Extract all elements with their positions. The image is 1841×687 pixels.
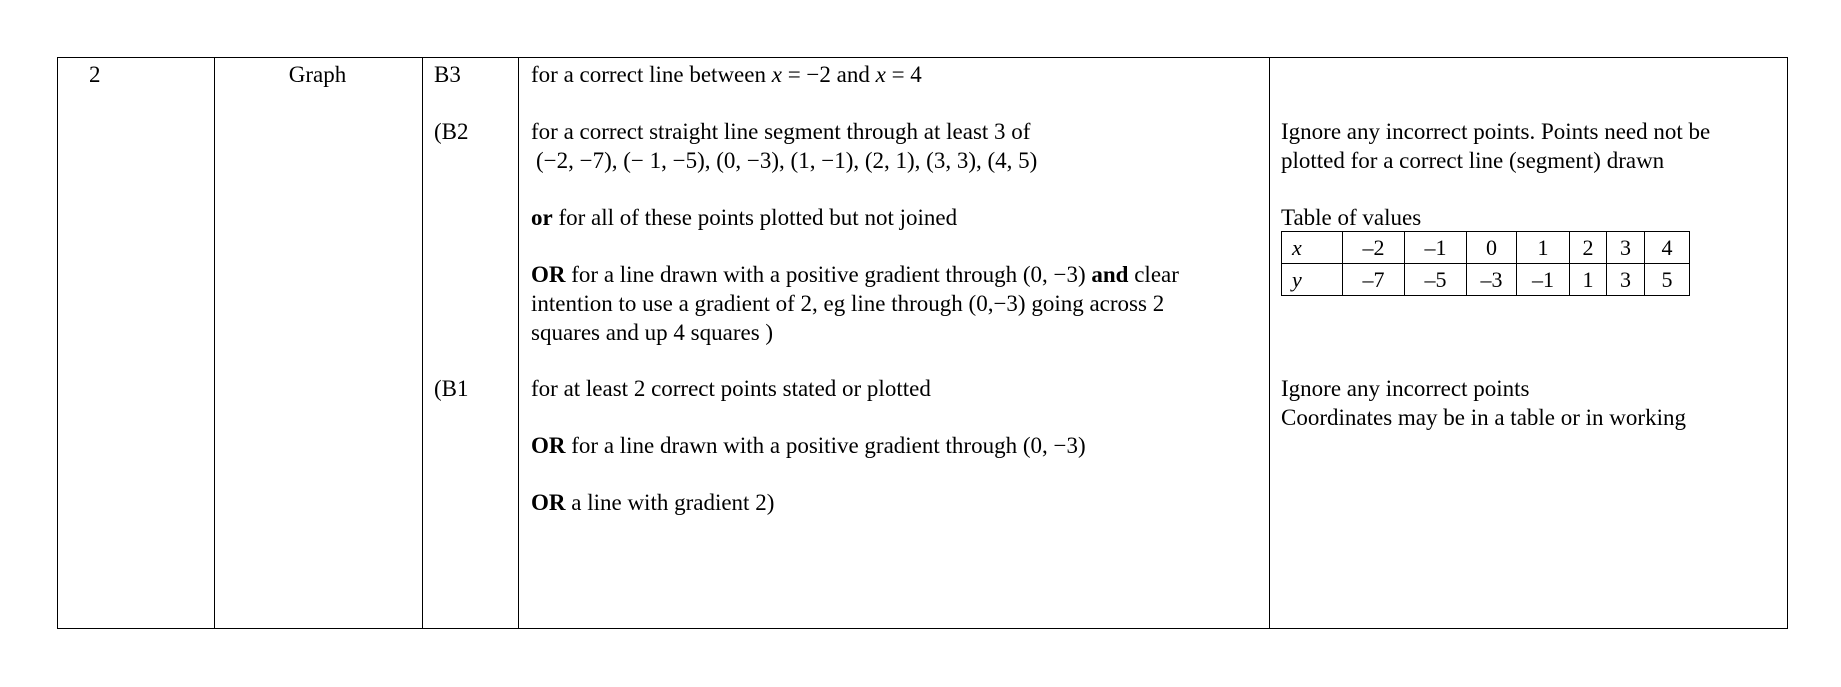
x-value: 0 xyxy=(1467,232,1517,264)
table-of-values-title: Table of values xyxy=(1281,205,1422,230)
column-divider xyxy=(1269,58,1270,628)
criterion-b3: for a correct line between x = −2 and x = 4 xyxy=(531,62,922,87)
x-value: 4 xyxy=(1645,232,1690,264)
criterion-b2-gradient-line2: intention to use a gradient of 2, eg line through (0,−3) going across 2 xyxy=(531,291,1165,316)
mark-b2: (B2 xyxy=(434,119,469,144)
question-number: 2 xyxy=(89,62,101,87)
criterion-b2-or-gradient: OR for a line drawn with a positive gradient through (0, −3) and clear xyxy=(531,262,1179,287)
column-divider xyxy=(214,58,215,628)
x-value: 2 xyxy=(1570,232,1607,264)
criterion-b1-points: for at least 2 correct points stated or plotted xyxy=(531,376,931,401)
y-value: –5 xyxy=(1405,264,1467,296)
note-b2-line1: Ignore any incorrect points. Points need not be xyxy=(1281,119,1711,144)
y-value: 1 xyxy=(1570,264,1607,296)
x-value: 1 xyxy=(1517,232,1570,264)
criterion-b2-points: (−2, −7), (− 1, −5), (0, −3), (1, −1), (2, 1), (3, 3), (4, 5) xyxy=(536,148,1038,173)
note-b1-line2: Coordinates may be in a table or in working xyxy=(1281,405,1686,430)
x-label: x xyxy=(1282,232,1343,264)
table-of-values xyxy=(1281,231,1690,296)
column-divider xyxy=(518,58,519,628)
criterion-b2-gradient-line3: squares and up 4 squares ) xyxy=(531,320,774,345)
y-value: 5 xyxy=(1645,264,1690,296)
column-divider xyxy=(422,58,423,628)
y-value: –1 xyxy=(1517,264,1570,296)
mark-b3: B3 xyxy=(434,62,461,87)
answer-text: Graph xyxy=(288,62,347,87)
mark-b1: (B1 xyxy=(434,376,469,401)
table-row xyxy=(1282,264,1690,296)
x-value: –1 xyxy=(1405,232,1467,264)
y-value: 3 xyxy=(1607,264,1645,296)
criterion-b1-or-gradient: OR a line with gradient 2) xyxy=(531,490,775,515)
criterion-b1-or-positive: OR for a line drawn with a positive gradient through (0, −3) xyxy=(531,433,1086,458)
x-value: –2 xyxy=(1343,232,1405,264)
note-b2-line2: plotted for a correct line (segment) drawn xyxy=(1281,148,1665,173)
table-row xyxy=(1282,232,1690,264)
y-label: y xyxy=(1282,264,1343,296)
note-b1-line1: Ignore any incorrect points xyxy=(1281,376,1530,401)
x-value: 3 xyxy=(1607,232,1645,264)
criterion-b2-line1: for a correct straight line segment through at least 3 of xyxy=(531,119,1031,144)
y-value: –3 xyxy=(1467,264,1517,296)
y-value: –7 xyxy=(1343,264,1405,296)
criterion-b2-or-plotted: or for all of these points plotted but not joined xyxy=(531,205,958,230)
